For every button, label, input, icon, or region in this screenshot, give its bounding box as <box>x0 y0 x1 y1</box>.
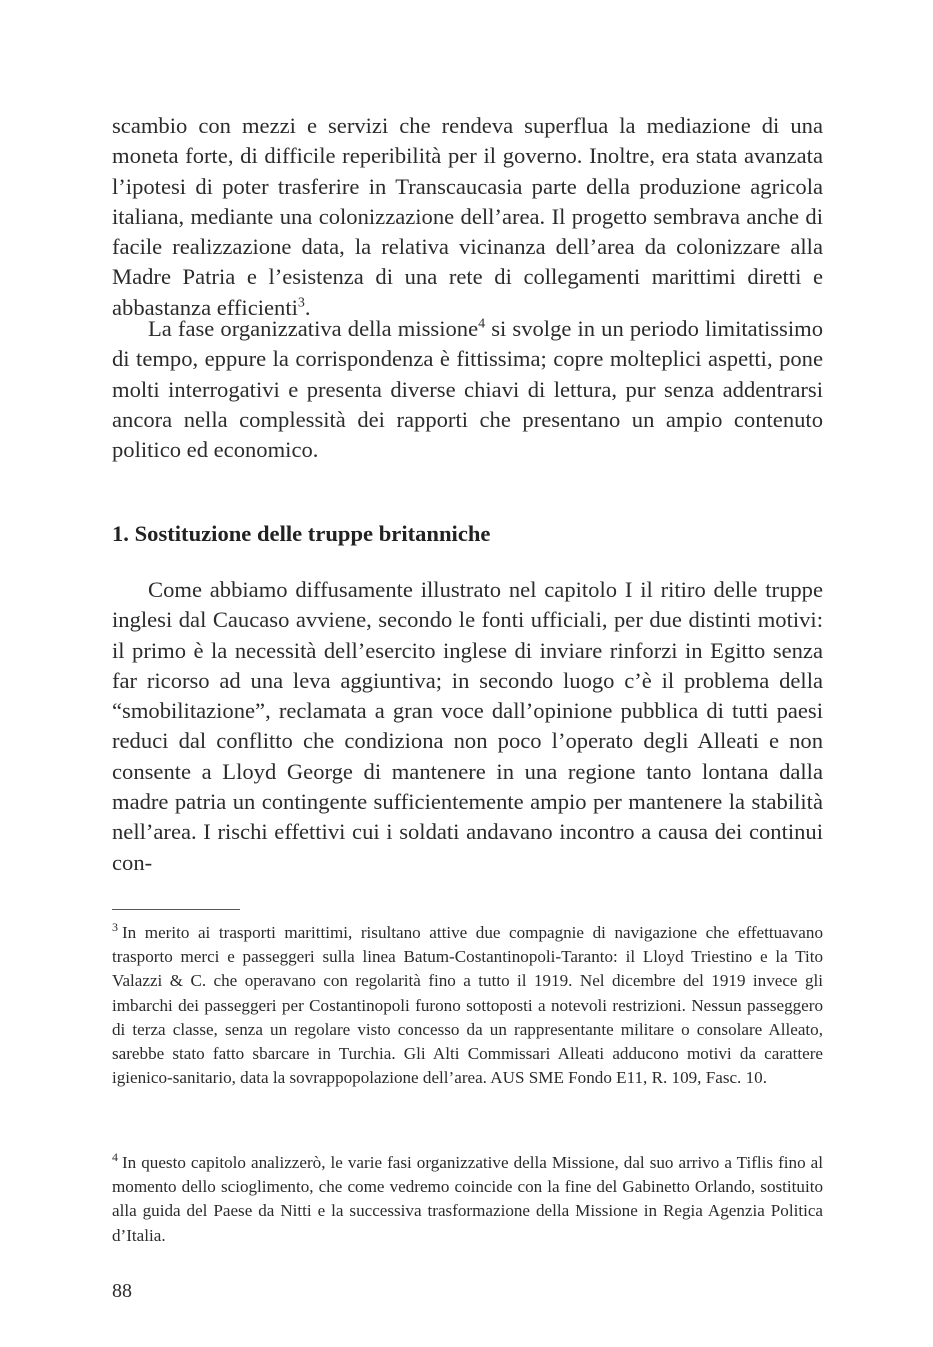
footnote-4-mark: 4 <box>112 1150 118 1165</box>
paragraph-1-text: scambio con mezzi e servizi che rendeva superflua la mediazione di una moneta forte, di difficile reperibilità per il governo. Inoltre, era stata avanzata l’ipotesi di poter trasferire in Transcaucasia parte della produzione agricola italiana, mediante una colonizzazione dell’area. Il progetto sembrava anche di facile realizzazione data, la relativa vicinanza dell’area da colonizzare alla Madre Patria e l’esistenza di una rete di collegamenti marittimi diretti e abbastanza efficienti <box>112 113 823 320</box>
footnote-ref-4: 4 <box>478 316 486 332</box>
footnote-4-text: In questo capitolo analizzerò, le varie fasi organizzative della Missione, dal suo arrivo a Tiflis fino al momento dello scioglimento, che come vedremo coincide con la fine del Gabinetto Orlando, sostituito alla guida del Paese da Nitti e la successiva trasformazione della Missione in Regia Agenzia Politica d’Italia. <box>112 1153 823 1245</box>
footnote-separator <box>112 909 240 910</box>
paragraph-1-end: . <box>304 294 311 320</box>
footnote-4 <box>112 1151 823 1248</box>
paragraph-2-start: La fase organizzativa della missione <box>148 316 479 341</box>
footnote-3 <box>112 921 823 1090</box>
footnote-3-mark: 3 <box>112 920 118 935</box>
paragraph-2-end: si svolge in un periodo limitatissimo di tempo, eppure la corrispondenza è fittissima; copre molteplici aspetti, pone molti interrogativi e presenta diverse chiavi di lettura, pur senza addentrarsi ancora nella complessità dei rapporti che presentano un ampio contenuto politico ed economico. <box>112 316 823 463</box>
page-number: 88 <box>112 1280 132 1302</box>
body-paragraph-1 <box>112 111 823 323</box>
footnote-3-text: In merito ai trasporti marittimi, risultano attive due compagnie di navigazione che effettuavano trasporto merci e passeggeri sulla linea Batum-Costantinopoli-Taranto: il Lloyd Triestino e la Tito Valazzi & C. che operavano con regolarità fino a tutto il 1919. Nel dicembre del 1919 invece gli imbarchi dei passeggeri per Costantinopoli furono sottoposti a notevoli restrizioni. Nessun passeggero di terza classe, senza un regolare visto concesso da un rappresentante militare o consolare Alleato, sarebbe stato fatto sbarcare in Turchia. Gli Alti Commissari Alleati adducono motivi da carattere igienico-sanitario, data la sovrappopolazione dell’area. AUS SME Fondo E11, R. 109, Fasc. 10. <box>112 923 823 1088</box>
section-heading: 1. Sostituzione delle truppe britanniche <box>112 521 491 546</box>
body-paragraph-3: Come abbiamo diffusamente illustrato nel capitolo I il ritiro delle truppe inglesi dal Caucaso avviene, secondo le fonti ufficiali, per due distinti motivi: il primo è la necessità dell’esercito inglese di inviare rinforzi in Egitto senza far ricorso ad una leva aggiuntiva; in secondo luogo c’è il problema della “smobilitazione”, reclamata a gran voce dall’opinione pubblica di tutti paesi reduci dal conflitto che condiziona non poco l’operato degli Alleati e non consente a Lloyd George di mantenere in una regione tanto lontana dalla madre patria un contingente sufficientemente ampio per mantenere la stabilità nell’area. I rischi effettivi cui i soldati andavano incontro a causa dei continui con- <box>112 577 823 875</box>
footnote-ref-3: 3 <box>297 295 305 311</box>
body-paragraph-2 <box>112 314 823 465</box>
